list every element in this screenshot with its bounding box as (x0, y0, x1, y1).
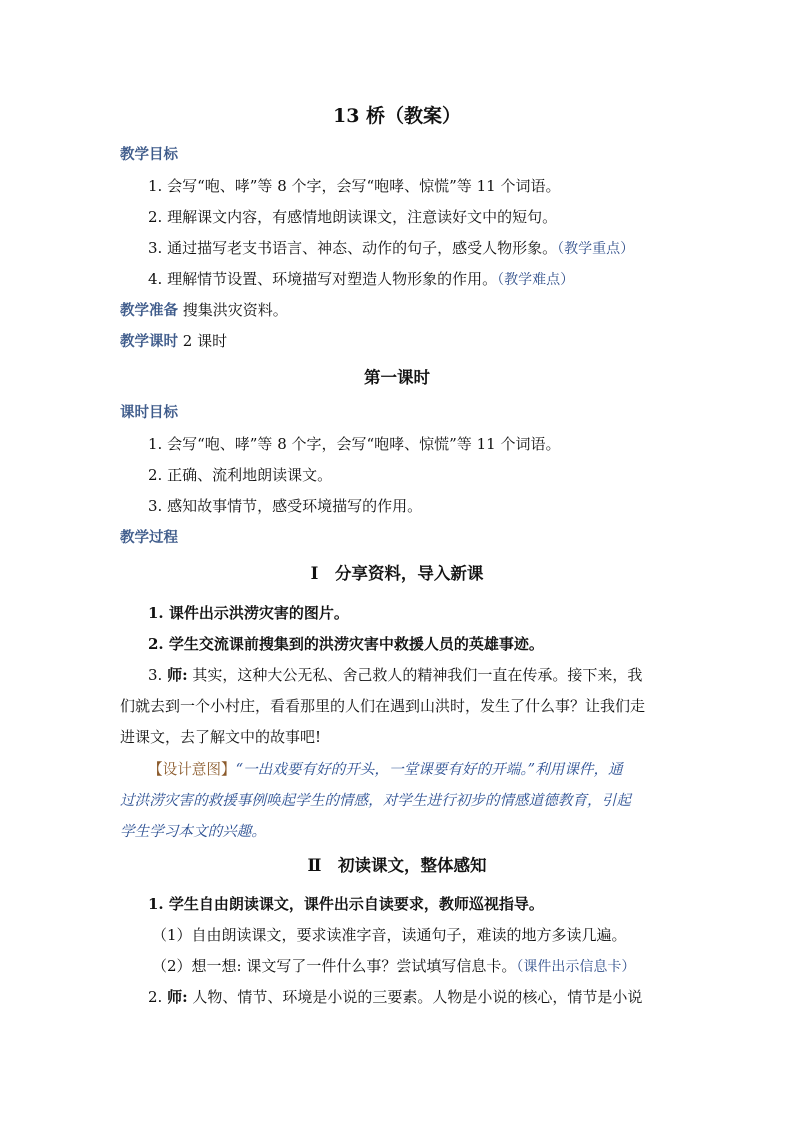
item-text: 学生交流课前搜集到的洪涝灾害中救援人员的英雄事迹。 (168, 635, 544, 653)
section-2-sub-1: （1）自由朗读课文，要求读准字音，读通句子，难读的地方多读几遍。 (152, 926, 627, 944)
difficult-point-note: （教学难点） (497, 272, 575, 288)
goal-text: 理解情节设置、环境描写对塑造人物形象的作用。 (167, 270, 498, 288)
goal-text: 会写“咆、哮”等 8 个字，会写“咆哮、惊慌”等 11 个词语。 (167, 177, 561, 195)
section-1-heading: Ⅰ 分享资料，导入新课 (310, 564, 484, 583)
courseware-note: （课件出示信息卡） (516, 959, 636, 975)
teacher-speech-line-2: 们就去到一个小村庄，看看那里的人们在遇到山洪时，发生了什么事？让我们走 (120, 697, 646, 715)
page-title: 13 桥（教案） (332, 105, 462, 127)
teacher-text: 其实，这种大公无私、舍己救人的精神我们一直在传承。接下来，我 (192, 666, 643, 684)
goal-number: 3. (148, 239, 163, 257)
section-1-item-1 (148, 603, 349, 623)
preparation-label: 教学准备 (120, 302, 178, 319)
item-text: 学生自由朗读课文，课件出示自读要求，教师巡视指导。 (168, 895, 544, 913)
goal-number: 2. (148, 466, 163, 484)
section-1-item-2 (148, 634, 544, 654)
item-number: 2. (148, 635, 164, 653)
goal-number: 1. (148, 435, 163, 453)
section-2-heading: Ⅱ 初读课文，整体感知 (307, 856, 487, 875)
design-intent-tag: 【设计意图】 (148, 761, 236, 778)
lesson-goal-3 (148, 496, 422, 516)
teaching-goals-heading: 教学目标 (120, 146, 178, 163)
teacher-speech-line-3: 进课文，去了解文中的故事吧! (120, 728, 322, 746)
item-number: 2. (148, 988, 163, 1006)
section-2-sub-2 (152, 956, 635, 977)
goal-text: 理解课文内容，有感情地朗读课文，注意读好文中的短句。 (167, 208, 558, 226)
first-lesson-heading: 第一课时 (364, 368, 430, 387)
design-intent-line-2: 过洪涝灾害的救援事例唤起学生的情感，对学生进行初步的情感道德教育，引起 (120, 792, 631, 809)
item-number: 1. (148, 604, 164, 622)
goal-item-4 (148, 269, 574, 290)
teaching-process-heading: 教学过程 (120, 529, 178, 546)
lesson-goals-heading: 课时目标 (120, 404, 178, 421)
goal-item-3 (148, 238, 634, 259)
preparation-row (120, 300, 288, 321)
design-intent-text: “一出戏要有好的开头，一堂课要有好的开端。”利用课件，通 (235, 761, 623, 778)
goal-item-2 (148, 207, 557, 227)
goal-number: 3. (148, 497, 163, 515)
item-text: 人物、情节、环境是小说的三要素。人物是小说的核心，情节是小说 (192, 988, 643, 1006)
item-number: 3. (148, 666, 163, 684)
design-intent-line-1 (148, 760, 623, 780)
item-number: 1. (148, 895, 164, 913)
goal-text: 正确、流利地朗读课文。 (167, 466, 333, 484)
teacher-speech-line-1 (148, 665, 642, 685)
sub-text: （2）想一想: 课文写了一件什么事？尝试填写信息卡。 (152, 957, 517, 975)
section-2-item-1 (148, 894, 544, 914)
hours-text: 2 课时 (182, 332, 228, 350)
goal-text: 通过描写老支书语言、神态、动作的句子，感受人物形象。 (167, 239, 558, 257)
teacher-label: 师: (167, 666, 188, 684)
goal-number: 2. (148, 208, 163, 226)
item-text: 课件出示洪涝灾害的图片。 (168, 604, 349, 622)
teacher-label: 师: (167, 988, 188, 1006)
section-2-item-2 (148, 987, 642, 1007)
lesson-goal-2 (148, 465, 332, 485)
hours-label: 教学课时 (120, 333, 178, 350)
hours-row (120, 331, 227, 352)
goal-text: 感知故事情节，感受环境描写的作用。 (167, 497, 423, 515)
goal-number: 1. (148, 177, 163, 195)
key-point-note: （教学重点） (557, 241, 635, 257)
goal-item-1 (148, 176, 560, 196)
goal-number: 4. (148, 270, 163, 288)
design-intent-line-3: 学生学习本文的兴趣。 (120, 823, 266, 840)
preparation-text: 搜集洪灾资料。 (182, 301, 288, 319)
goal-text: 会写“咆、哮”等 8 个字，会写“咆哮、惊慌”等 11 个词语。 (167, 435, 561, 453)
lesson-goal-1 (148, 434, 560, 454)
